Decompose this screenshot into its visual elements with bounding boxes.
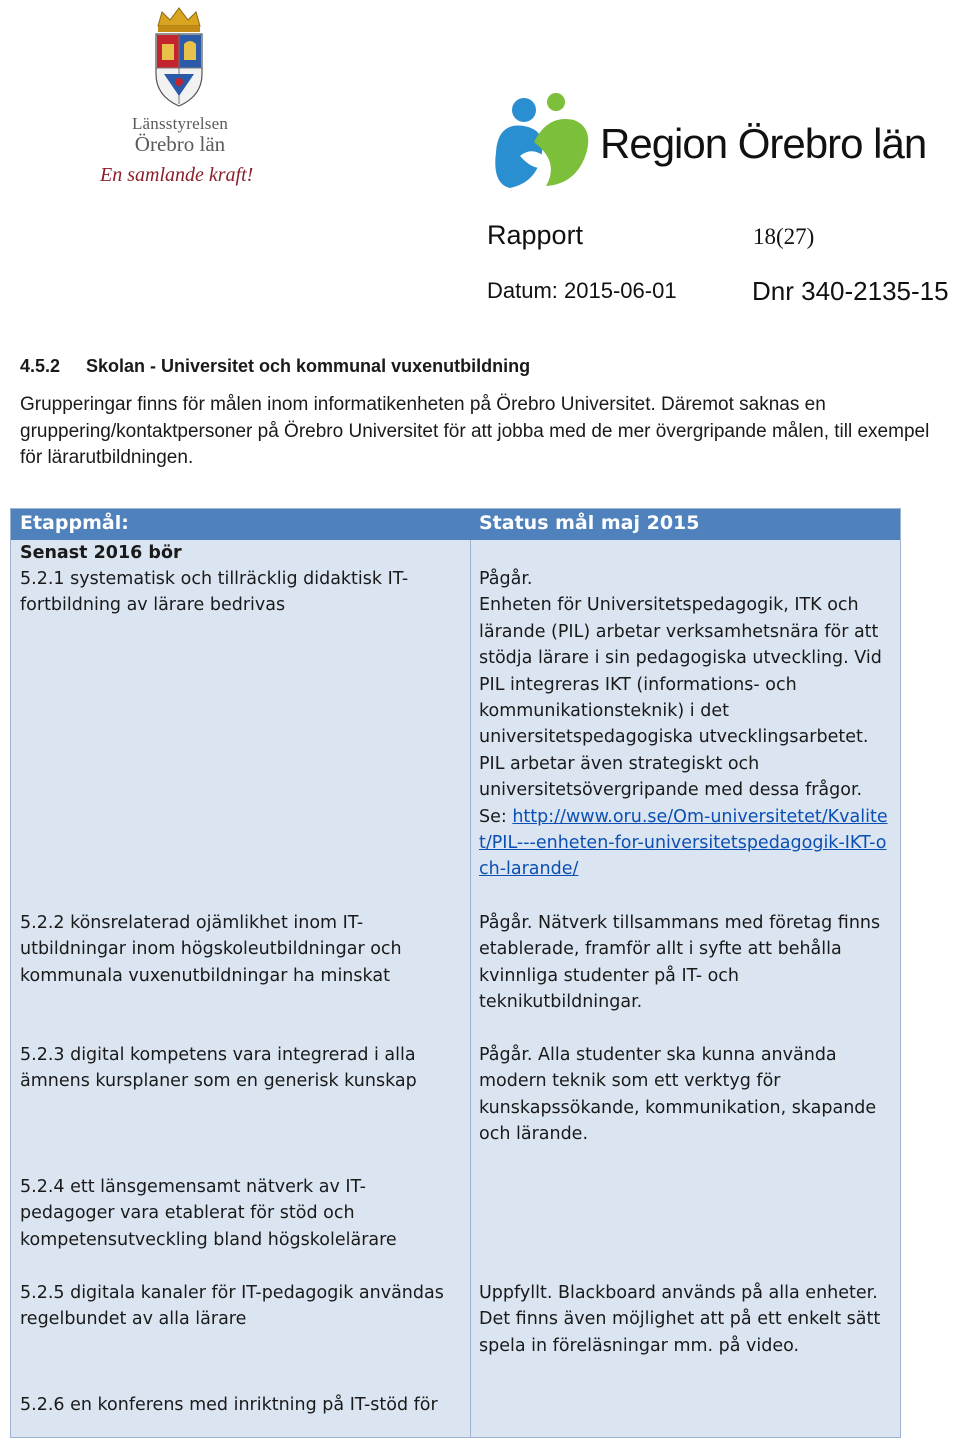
document-registration-number: Dnr 340-2135-15 bbox=[752, 276, 949, 306]
column-header-status: Status mål maj 2015 bbox=[479, 512, 700, 534]
region-name: Region Örebro län bbox=[600, 120, 927, 167]
goal-5-2-2: 5.2.2 könsrelaterad ojämlikhet inom IT-utbildningar inom högskoleutbildningar och kommunala vuxenutbildningar ha minskat bbox=[20, 913, 402, 986]
lansstyrelsen-logo bbox=[98, 4, 262, 194]
status-5-2-1-reference bbox=[479, 804, 891, 883]
status-5-2-2: Pågår. Nätverk tillsammans med företag finns etablerade, framför allt i syfte att behålla kvinnliga studenter på IT- och teknikutbildningar. bbox=[479, 913, 881, 1013]
lansstyrelsen-name: Länsstyrelsen bbox=[131, 114, 229, 133]
status-5-2-3: Pågår. Alla studenter ska kunna använda modern teknik som ett verktyg för kunskapssökande, kommunikation, skapande och lärande. bbox=[479, 1045, 877, 1145]
document-date: Datum: 2015-06-01 bbox=[487, 278, 677, 303]
region-figures-icon bbox=[490, 92, 598, 192]
region-orebro-logo bbox=[490, 92, 930, 192]
column-divider bbox=[470, 540, 471, 1438]
section-intro-paragraph: Grupperingar finns för målen inom informatikenheten på Örebro Universitet. Däremot saknas en gruppering/kontaktpersoner på Örebro Universitet för att jobba med de mer övergripande målen, till exempel för lärarutbildningen. bbox=[20, 394, 930, 468]
lansstyrelsen-county: Örebro län bbox=[134, 132, 226, 156]
goals-deadline-label: Senast 2016 bör bbox=[20, 543, 182, 563]
status-5-2-5: Uppfyllt. Blackboard används på alla enheter. Det finns även möjlighet att på ett enkelt sätt spela in föreläsningar mm. på video. bbox=[479, 1283, 881, 1356]
column-header-goals: Etappmål: bbox=[20, 512, 129, 534]
goal-5-2-6: 5.2.6 en konferens med inriktning på IT-stöd för bbox=[20, 1395, 438, 1415]
section-number: 4.5.2 bbox=[20, 356, 61, 376]
goal-5-2-3: 5.2.3 digital kompetens vara integrerad i alla ämnens kursplaner som en generisk kunskap bbox=[20, 1045, 417, 1092]
pil-unit-link[interactable]: http://www.oru.se/Om-universitetet/Kvalitet/PIL---enheten-for-universitetspedagogik-IKT-och-larande/ bbox=[479, 806, 888, 880]
status-5-2-1-state: Pågår. bbox=[479, 569, 533, 589]
document-type: Rapport bbox=[487, 220, 584, 250]
page-number: 18(27) bbox=[753, 224, 815, 249]
goal-5-2-1: 5.2.1 systematisk och tillräcklig didaktisk IT-fortbildning av lärare bedrivas bbox=[20, 569, 409, 616]
lansstyrelsen-slogan: En samlande kraft! bbox=[100, 164, 254, 186]
goals-status-table bbox=[10, 508, 901, 1438]
see-label: Se: bbox=[479, 806, 513, 827]
goal-5-2-5: 5.2.5 digitala kanaler för IT-pedagogik användas regelbundet av alla lärare bbox=[20, 1283, 444, 1330]
status-5-2-1-detail: Enheten för Universitetspedagogik, ITK och lärande (PIL) arbetar verksamhetsnära för att stödja lärare i sin pedagogiska utveckling. Vid PIL integreras IKT (informations- och kommunikationsteknik) i det universitetspedagogiska utvecklingsarbetet. PIL arbetar även strategiskt och universitetsövergripande med dessa frågor. bbox=[479, 595, 882, 801]
goal-5-2-4: 5.2.4 ett länsgemensamt nätverk av IT-pedagoger vara etablerat för stöd och kompetensutveckling bland högskolelärare bbox=[20, 1177, 397, 1250]
table-header-row bbox=[11, 509, 900, 540]
status-5-2-1 bbox=[479, 566, 891, 883]
county-crest-icon bbox=[148, 4, 210, 108]
section-title: Skolan - Universitet och kommunal vuxenutbildning bbox=[86, 356, 531, 376]
